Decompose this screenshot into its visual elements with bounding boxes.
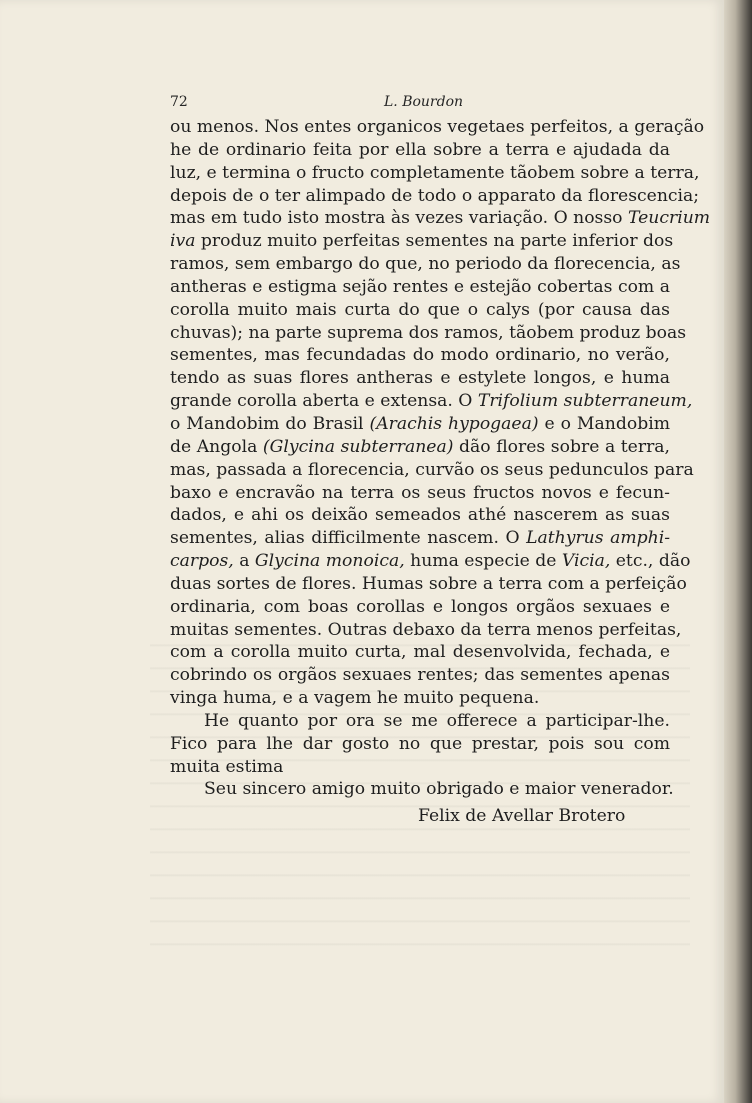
- text-line: Fico para lhe dar gosto no que prestar, pois sou com: [170, 733, 670, 754]
- species-name: (Glycina subterranea): [262, 436, 454, 457]
- page-edge-shadow: [724, 0, 752, 1103]
- species-name: iva: [170, 231, 196, 252]
- text-line: mas, passada a florecencia, curvão os seus pedunculos para: [170, 459, 694, 480]
- text-line: cobrindo os orgãos sexuaes rentes; das sementes apenas: [170, 665, 670, 686]
- signature: Felix de Avellar Brotero: [418, 806, 626, 826]
- text-line: sementes, alias difficilmente nascem. O Lathyrus amphi-: [170, 528, 670, 549]
- text-line: luz, e termina o fructo completamente tãobem sobre a terra,: [170, 162, 700, 183]
- text-line: com a corolla muito curta, mal desenvolvida, fechada, e: [170, 642, 670, 663]
- species-name: Teucrium: [628, 208, 711, 229]
- text-line: depois de o ter alimpado de todo o apparato da florescencia;: [170, 185, 700, 206]
- text-line: iva produz muito perfeitas sementes na parte inferior dos: [170, 231, 674, 252]
- letter-body: [170, 116, 711, 801]
- text-line: mas em tudo isto mostra às vezes variação. O nosso Teucrium: [170, 208, 711, 229]
- text-line: tendo as suas flores antheras e estylete longos, e huma: [170, 368, 670, 389]
- species-name: Trifolium subterraneum,: [477, 391, 693, 412]
- text-line: Seu sincero amigo muito obrigado e maior venerador.: [204, 779, 674, 800]
- text-line: duas sortes de flores. Humas sobre a terra com a perfeição: [170, 573, 687, 594]
- species-name: carpos,: [170, 551, 234, 572]
- text-line: ramos, sem embargo do que, no periodo da florecencia, as: [170, 254, 681, 275]
- text-line: chuvas); na parte suprema dos ramos, tãobem produz boas: [170, 322, 687, 343]
- text-line: o Mandobim do Brasil (Arachis hypogaea) e o Mandobim: [170, 413, 670, 434]
- text-line: de Angola (Glycina subterranea) dão flores sobre a terra,: [170, 436, 670, 457]
- running-title: L. Bourdon: [384, 94, 464, 110]
- text-line: grande corolla aberta e extensa. O Trifolium subterraneum,: [170, 391, 693, 412]
- text-line: muita estima: [170, 756, 284, 777]
- text-line: sementes, mas fecundadas do modo ordinario, no verão,: [170, 345, 670, 366]
- text-line: ordinaria, com boas corollas e longos orgãos sexuaes e: [170, 596, 670, 617]
- page-number: 72: [170, 94, 188, 110]
- text-line: ou menos. Nos entes organicos vegetaes perfeitos, a geração: [170, 117, 705, 137]
- page-header: [170, 94, 670, 114]
- text-line: vinga huma, e a vagem he muito pequena.: [170, 688, 540, 709]
- species-name: Glycina monoica,: [254, 551, 405, 572]
- text-line: carpos, a Glycina monoica, huma especie de Vicia, etc., dão: [170, 551, 691, 572]
- species-name: (Arachis hypogaea): [369, 413, 539, 434]
- text-line: muitas sementes. Outras debaxo da terra menos perfeitas,: [170, 619, 682, 640]
- text-line: corolla muito mais curta do que o calys (por causa das: [170, 299, 670, 320]
- species-name: Lathyrus amphi-: [526, 528, 670, 549]
- text-line: he de ordinario feita por ella sobre a terra e ajudada da: [170, 139, 670, 160]
- text-line: antheras e estigma sejão rentes e estejão cobertas com a: [170, 276, 670, 297]
- text-line: baxo e encravão na terra os seus fructos novos e fecun-: [170, 482, 670, 503]
- text-line: He quanto por ora se me offerece a participar-lhe.: [204, 710, 670, 731]
- text-line: dados, e ahi os deixão semeados athé nascerem as suas: [170, 505, 670, 526]
- species-name: Vicia,: [561, 551, 611, 572]
